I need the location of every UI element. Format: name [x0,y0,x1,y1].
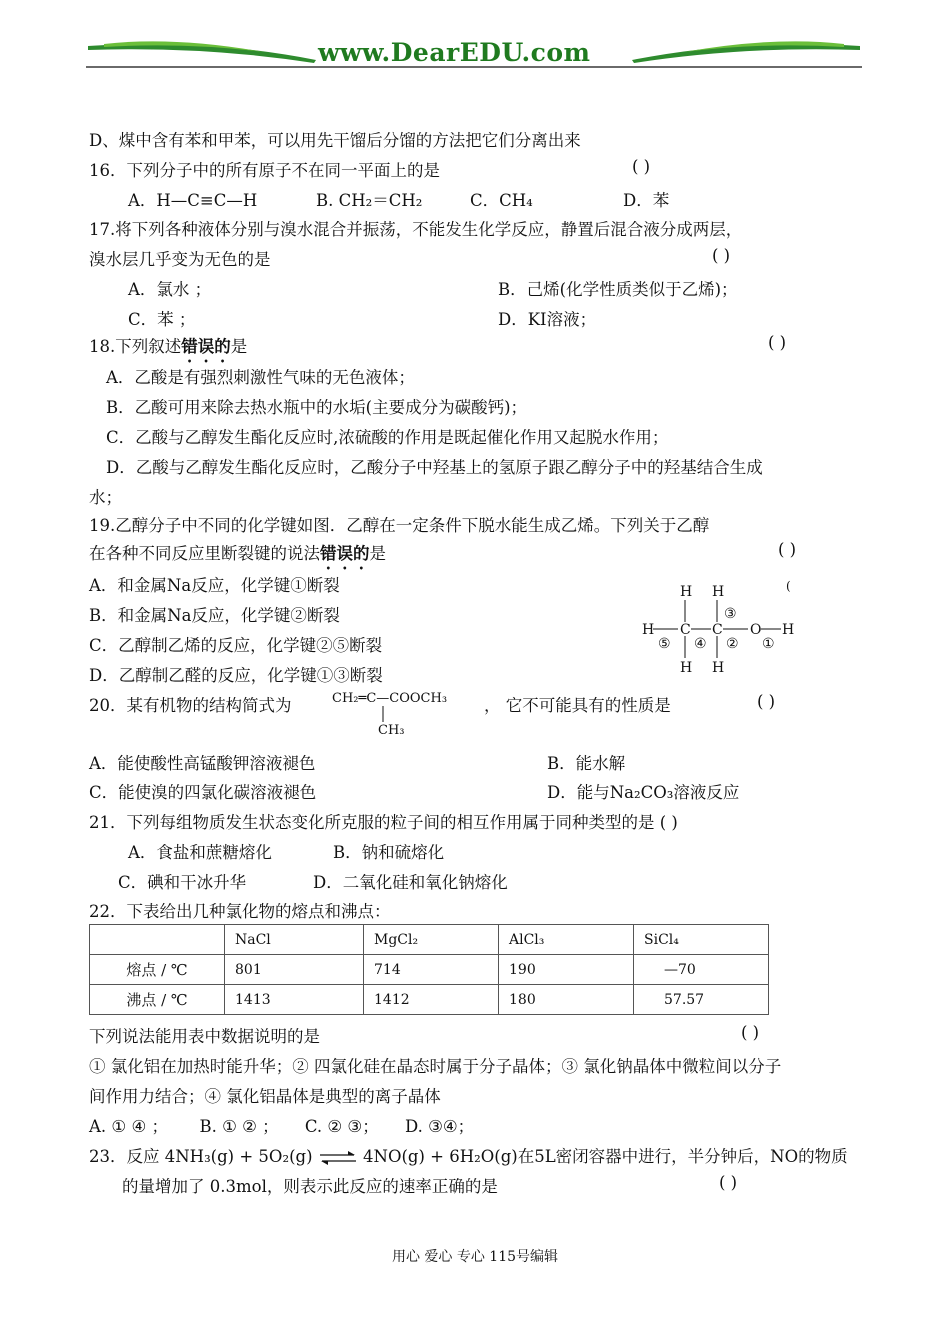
q20-answer-paren: ( ) [757,692,776,711]
q19-option-b: B．和金属Na反应，化学键②断裂 [89,606,340,625]
q17-stem-line1: 17.将下列各种液体分别与溴水混合并振荡，不能发生化学反应，静置后混合液分成两层， [89,220,743,239]
site-logo-text: www.DearEDU.com [318,38,591,67]
q16-option-a: A．H—C≡C—H [128,191,258,210]
table-row [90,985,769,1015]
q17-option-c: C．苯 ； [128,310,196,329]
ethanol-h-bottom-left: H [680,660,693,676]
ethanol-c1: C [680,622,691,638]
q16-stem: 16．下列分子中的所有原子不在同一平面上的是 [89,161,440,180]
q23-stem-line1 [89,1143,848,1167]
q19-stem-post: 是 [369,544,386,563]
q18-option-d-line2: 水； [89,488,122,507]
q19-emphasis-wrong: 错误的 [320,544,370,563]
table-cell: 57.57 [634,985,769,1015]
q21-option-a: A．食盐和蔗糖熔化 [128,843,272,862]
table-row-label: 沸点 / ℃ [90,985,225,1015]
q19-option-d: D．乙醇制乙醛的反应，化学键①③断裂 [89,666,383,685]
q23-stem-pre: 23．反应 4NH₃(g) + 5O₂(g) [89,1147,313,1166]
q18-answer-paren: ( ) [768,333,787,352]
table-header-cell: SiCl₄ [634,925,769,955]
q19-stem-line2 [89,540,386,573]
q18-stem-pre: 18.下列叙述 [89,337,182,356]
q16-option-d: D．苯 [623,191,670,210]
ethanol-h-top-right: H [712,584,725,600]
table-cell: 801 [225,955,364,985]
table-cell: 180 [499,985,634,1015]
q19-answer-paren: ( ) [778,540,797,559]
q16-option-b: B. CH₂＝CH₂ [316,191,423,210]
table-header-cell: AlCl₃ [499,925,634,955]
table-header-cell: MgCl₂ [364,925,499,955]
q16-option-c: C．CH₄ [470,191,533,210]
q22-answer-paren: ( ) [741,1023,760,1042]
q18-option-d-line1: D．乙酸与乙醇发生酯化反应时，乙酸分子中羟基上的氢原子跟乙醇分子中的羟基结合生成 [106,458,763,477]
table-header-cell [90,925,225,955]
q18-option-a: A．乙酸是有强烈刺激性气味的无色液体； [106,368,415,387]
table-cell: —70 [634,955,769,985]
q20-option-a: A．能使酸性高锰酸钾溶液褪色 [89,754,316,773]
table-header-cell: NaCl [225,925,364,955]
q22-stem: 22．下表给出几种氯化物的熔点和沸点： [89,902,391,921]
q20-option-b: B．能水解 [547,754,626,773]
table-cell: 1412 [364,985,499,1015]
q19-stem-line1: 19.乙醇分子中不同的化学键如图．乙醇在一定条件下脱水能生成乙烯。下列关于乙醇 [89,516,710,535]
ethanol-h-bottom-right: H [712,660,725,676]
q18-option-b: B．乙酸可用来除去热水瓶中的水垢(主要成分为碳酸钙)； [106,398,527,417]
table-cell: 1413 [225,985,364,1015]
q20-option-d: D．能与Na₂CO₃溶液反应 [547,783,740,802]
q19-option-a: A．和金属Na反应，化学键①断裂 [89,576,340,595]
q20-option-c: C．能使溴的四氯化碳溶液褪色 [89,783,317,802]
formula-branch: CH₃ [378,723,405,738]
q23-answer-paren: ( ) [719,1173,738,1192]
q18-option-c: C．乙酸与乙醇发生酯化反应时,浓硫酸的作用是既起催化作用又起脱水作用； [106,428,669,447]
q17-stem-line2: 溴水层几乎变为无色的是 [89,250,271,269]
chloride-data-table [89,924,769,1015]
table-row-label: 熔点 / ℃ [90,955,225,985]
ethanol-h-left: H [642,622,655,638]
q19-option-c: C．乙醇制乙烯的反应，化学键②⑤断裂 [89,636,383,655]
q20-stem-post: ， 它不可能具有的性质是 [484,696,671,715]
bond-label-3: ③ [724,606,737,622]
page-footer: 用心 爱心 专心 115号编辑 [391,1249,559,1265]
q21-option-b: B．钠和硫熔化 [333,843,445,862]
formula-main-chain: CH₂═C—COOCH₃ [332,691,448,706]
ethanol-h-right: H [782,622,795,638]
q17-option-a: A．氯水 ； [128,280,212,299]
q21-option-d: D．二氧化硅和氧化钠熔化 [313,873,508,892]
q20-structural-formula [330,684,490,738]
ethanol-h-top-left: H [680,584,693,600]
bond-label-2: ② [726,636,739,652]
table-header-row [90,925,769,955]
bond-label-5: ⑤ [658,636,671,652]
q17-option-b: B．己烯(化学性质类似于乙烯)； [498,280,738,299]
equilibrium-arrow-icon [318,1151,358,1165]
q23-stem-line2: 的量增加了 0.3mol，则表示此反应的速率正确的是 [122,1177,498,1196]
q17-answer-paren: ( ) [712,246,731,265]
bond-label-1: ① [762,636,775,652]
q23-stem-post: 4NO(g) + 6H₂O(g)在5L密闭容器中进行，半分钟后，NO的物质 [363,1147,848,1166]
q18-emphasis-wrong: 错误的 [181,337,231,356]
q22-followup: 下列说法能用表中数据说明的是 [89,1027,320,1046]
q15-option-d: D、煤中含有苯和甲苯，可以用先干馏后分馏的方法把它们分离出来 [89,131,581,150]
table-cell: 714 [364,955,499,985]
bond-label-4: ④ [694,636,707,652]
q21-stem: 21．下列每组物质发生状态变化所克服的粒子间的相互作用属于同种类型的是 ( ) [89,813,678,832]
q18-stem-post: 是 [230,337,248,356]
q20-stem-pre: 20．某有机物的结构简式为 [89,696,292,715]
q16-answer-paren: ( ) [632,157,651,176]
q22-options: A. ① ④ ； B. ① ② ； C. ② ③； D. ③④； [89,1117,475,1136]
q21-option-c: C．碘和干冰升华 [118,873,247,892]
ethanol-o: O [750,622,762,638]
ethanol-side-mark: ( [786,579,791,593]
q22-statements-line1: ① 氯化铝在加热时能升华；② 四氯化硅在晶态时属于分子晶体；③ 氯化钠晶体中微粒间以分子 [89,1057,782,1076]
q18-stem [89,333,247,366]
ethanol-bond-diagram [640,576,810,676]
table-cell: 190 [499,955,634,985]
table-row [90,955,769,985]
q22-statements-line2: 间作用力结合；④ 氯化铝晶体是典型的离子晶体 [89,1087,441,1106]
q17-option-d: D．KI溶液； [498,310,597,329]
q19-stem-pre: 在各种不同反应里断裂键的说法 [89,544,320,563]
ethanol-c2: C [712,622,723,638]
